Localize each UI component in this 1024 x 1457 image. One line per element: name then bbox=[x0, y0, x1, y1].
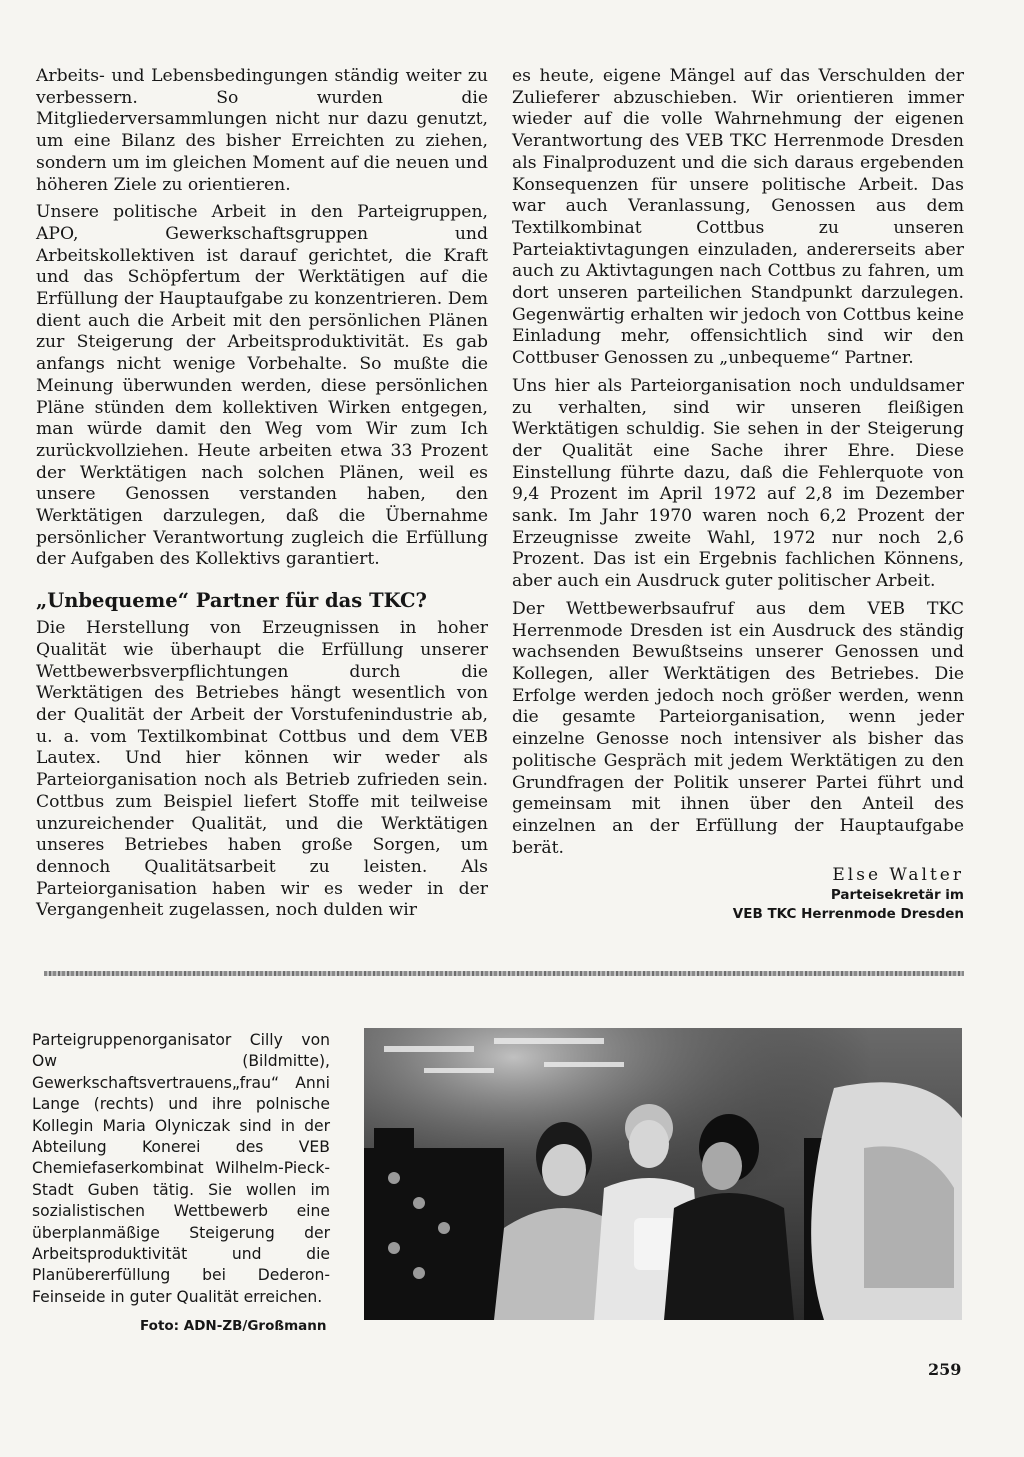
photo-illustration bbox=[364, 1028, 962, 1320]
left-paragraph-1: Arbeits- und Lebensbedingungen ständig weiter zu verbessern. So wurden die Mitgliederversammlungen nicht nur dazu genutzt, um eine Bilanz des bisher Erreichten zu ziehen, sondern um im gleichen Moment auf die neuen und höheren Ziele zu orientieren. bbox=[36, 66, 488, 195]
left-column bbox=[36, 66, 488, 928]
section-heading: „Unbequeme“ Partner für das TKC? bbox=[36, 589, 427, 613]
photo-credit: Foto: ADN-ZB/Großmann bbox=[140, 1318, 327, 1334]
signature bbox=[512, 865, 964, 924]
signature-organization: VEB TKC Herrenmode Dresden bbox=[732, 906, 964, 923]
section-divider bbox=[44, 971, 964, 976]
photo-caption: Parteigruppenorganisator Cilly von Ow (Bildmitte), Gewerkschaftsvertrauens„frau“ Anni Lange (rechts) und ihre polnische Kollegin Maria Olyniczak sind in der Abteilung Konerei des VEB Chemiefaserkombinat Wilhelm-Pieck-Stadt Guben tätig. Sie wollen im sozialistischen Wettbewerb eine überplanmäßige Steigerung der Arbeitsproduktivität und die Planübererfüllung bei Dederon-Feinseide in guter Qualität erreichen. bbox=[32, 1031, 330, 1306]
factory-workers-photo bbox=[364, 1028, 962, 1320]
page-number: 259 bbox=[928, 1360, 962, 1379]
right-paragraph-1: es heute, eigene Mängel auf das Verschulden der Zulieferer abzuschieben. Wir orientieren immer wieder auf die volle Wahrnehmung der eigenen Verantwortung des VEB TKC Herrenmode Dresden als Finalproduzent und die sich daraus ergebenden Konsequenzen für unsere politische Arbeit. Das war auch Veranlassung, Genossen aus dem Textilkombinat Cottbus zu unseren Parteiaktivtagungen einzuladen, andererseits aber auch zu Aktivtagungen nach Cottbus zu fahren, um dort unseren parteilichen Standpunkt darzulegen. Gegenwärtig erhalten wir jedoch von Cottbus keine Einladung mehr, offensichtlich sind wir den Cottbuser Genossen zu „unbequeme“ Partner. bbox=[512, 66, 964, 369]
signature-name: Else Walter bbox=[832, 865, 964, 886]
right-paragraph-3: Der Wettbewerbsaufruf aus dem VEB TKC Herrenmode Dresden ist ein Ausdruck des ständig wachsenden Bewußtseins unserer Genossen und Kollegen, aller Werktätigen des Betriebes. Die Erfolge werden jedoch noch größer werden, wenn die gesamte Parteiorganisation, wenn jeder einzelne Genosse noch intensiver als bisher das politische Gespräch mit jedem Werktätigen zu den Grundfragen der Politik unserer Partei führt und gemeinsam mit ihnen über den Anteil des einzelnen an der Erfüllung der Hauptaufgabe berät. bbox=[512, 598, 964, 858]
left-paragraph-2: Unsere politische Arbeit in den Parteigruppen, APO, Gewerkschaftsgruppen und Arbeitskollektiven ist darauf gerichtet, die Kraft und das Schöpfertum der Werktätigen auf die Erfüllung der Hauptaufgabe zu konzentrieren. Dem dient auch die Arbeit mit den persönlichen Plänen zur Steigerung der Arbeitsproduktivität. Es gab anfangs nicht wenige Vorbehalte. So mußte die Meinung überwunden werden, diese persönlichen Pläne stünden dem kollektiven Wirken entgegen, man würde damit den Weg vom Wir zum Ich zurückvollziehen. Heute arbeiten etwa 33 Prozent der Werktätigen nach solchen Plänen, weil es unsere Genossen verstanden haben, den Werktätigen darzulegen, daß die Übernahme persönlicher Verantwortung zugleich die Erfüllung der Aufgaben des Kollektivs garantiert. bbox=[36, 202, 488, 570]
right-column bbox=[512, 66, 964, 924]
signature-role: Parteisekretär im bbox=[830, 887, 964, 904]
left-paragraph-3: Die Herstellung von Erzeugnissen in hoher Qualität wie überhaupt die Erfüllung unserer Wettbewerbsverpflichtungen durch die Werktätigen des Betriebes hängt wesentlich von der Qualität der Arbeit der Vorstufenindustrie ab, u. a. vom Textilkombinat Cottbus und dem VEB Lautex. Und hier können wir weder als Parteiorganisation noch als Betrieb zufrieden sein. Cottbus zum Beispiel liefert Stoffe mit teilweise unzureichender Qualität, und die Werktätigen unseres Betriebes haben große Sorgen, um dennoch Qualitätsarbeit zu leisten. Als Parteiorganisation haben wir es weder in der Vergangenheit zugelassen, noch dulden wir bbox=[36, 618, 488, 921]
right-paragraph-2: Uns hier als Parteiorganisation noch unduldsamer zu verhalten, sind wir unseren fleißigen Werktätigen schuldig. Sie sehen in der Steigerung der Qualität eine Sache ihrer Ehre. Diese Einstellung führte dazu, daß die Fehlerquote von 9,4 Prozent im April 1972 auf 2,8 im Dezember sank. Im Jahr 1970 waren noch 6,2 Prozent der Erzeugnisse zweite Wahl, 1972 nur noch 2,6 Prozent. Das ist ein Ergebnis fachlichen Könnens, aber auch ein Ausdruck guter politischer Arbeit. bbox=[512, 375, 964, 592]
